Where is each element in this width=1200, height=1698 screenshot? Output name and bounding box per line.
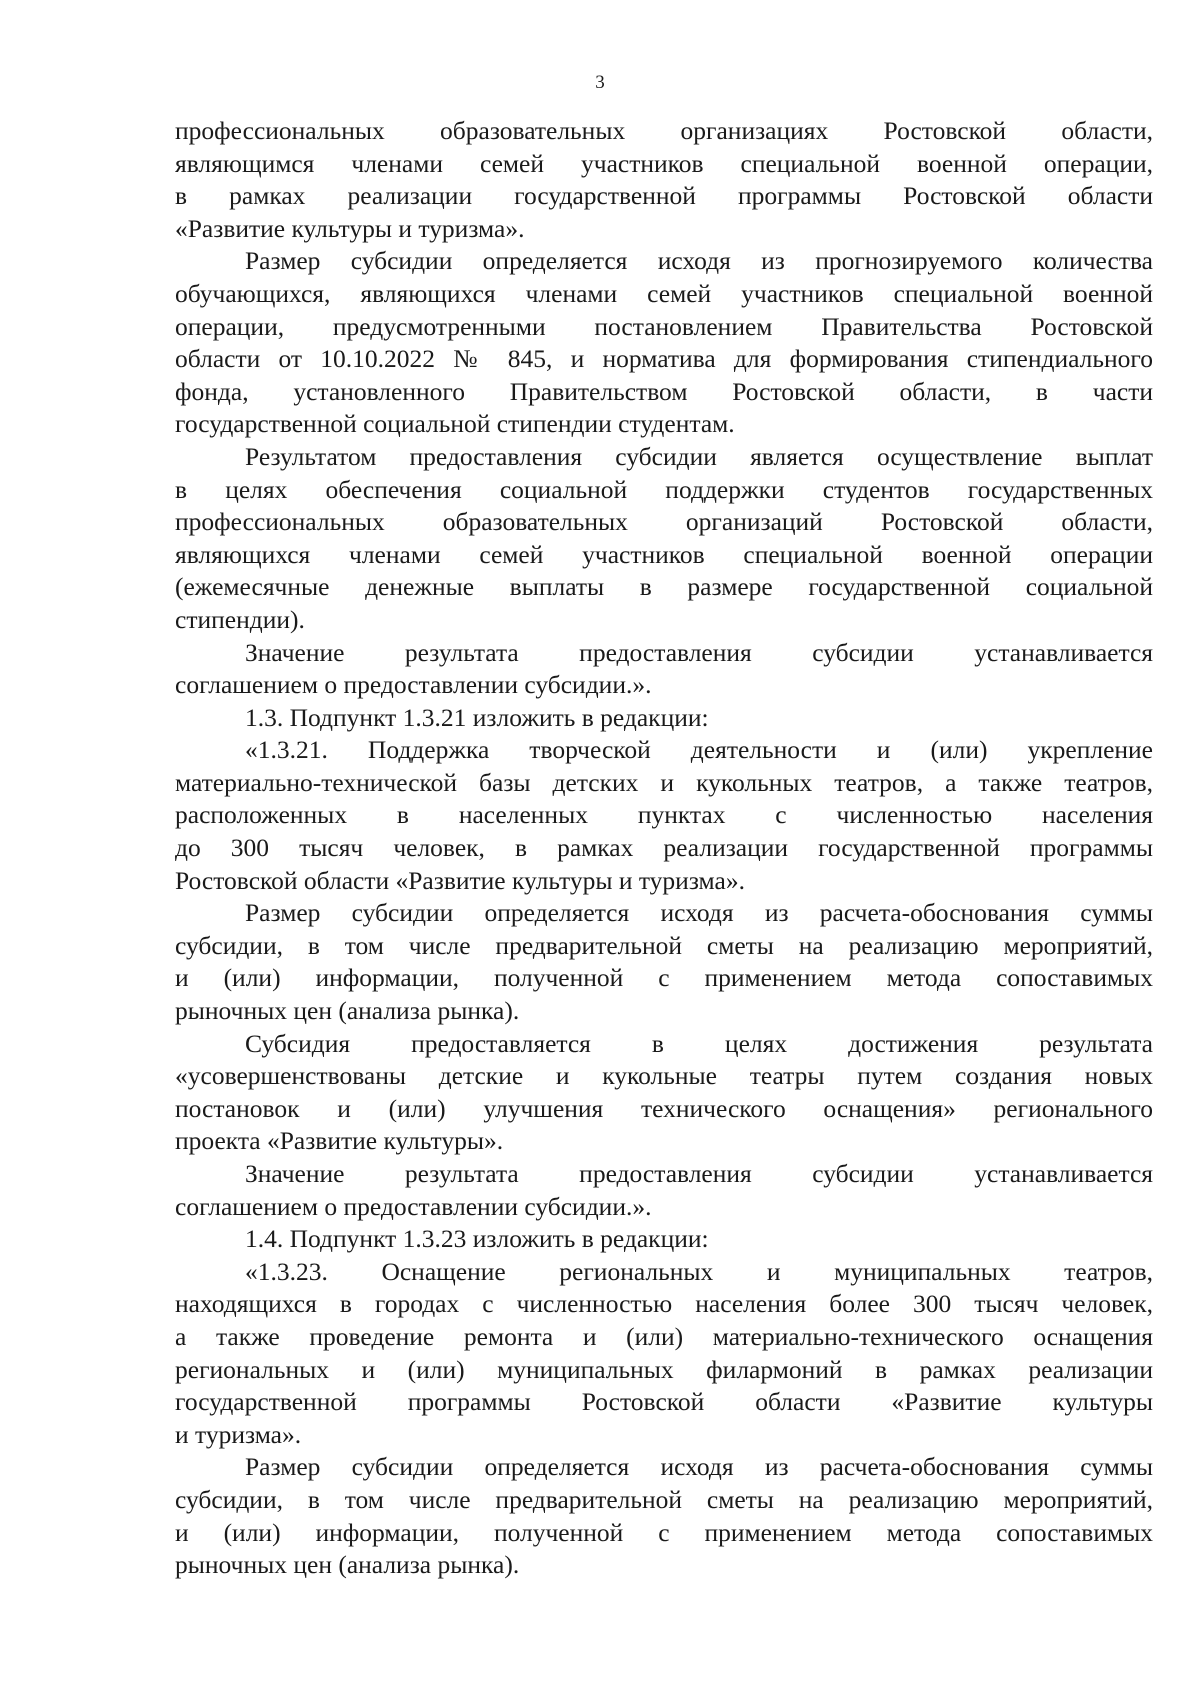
paragraph — [175, 115, 1153, 245]
text-line: и (или) информации, полученной с применением метода сопоставимых — [175, 963, 1153, 993]
text-line: Ростовской области «Развитие культуры и туризма». — [175, 865, 745, 895]
paragraph — [175, 1158, 1153, 1223]
paragraph — [175, 734, 1153, 897]
text-line: Размер субсидии определяется исходя из расчета-обоснования суммы — [245, 898, 1153, 928]
text-line: Значение результата предоставления субсидии устанавливается — [245, 1159, 1153, 1188]
text-line: «усовершенствованы детские и кукольные театры путем создания новых — [175, 1061, 1153, 1091]
text-line: а также проведение ремонта и (или) материально-технического оснащения — [175, 1321, 1153, 1351]
text-line: до 300 тысяч человек, в рамках реализации государственной программы — [175, 833, 1153, 863]
text-line: постановок и (или) улучшения технического оснащения» регионального — [175, 1093, 1153, 1123]
text-line: материально-технической базы детских и кукольных театров, а также театров, — [175, 767, 1153, 797]
text-line: субсидии, в том числе предварительной сметы на реализацию мероприятий, — [175, 1484, 1153, 1514]
text-line: Размер субсидии определяется исходя из прогнозируемого количества — [245, 246, 1153, 276]
text-line: находящихся в городах с численностью населения более 300 тысяч человек, — [175, 1289, 1153, 1319]
text-line: Субсидия предоставляется в целях достижения результата — [245, 1028, 1153, 1058]
paragraph — [175, 897, 1153, 1027]
text-line: операции, предусмотренными постановлением Правительства Ростовской — [175, 311, 1153, 341]
text-line: «1.3.23. Оснащение региональных и муниципальных театров, — [245, 1256, 1153, 1286]
text-line: проекта «Развитие культуры». — [175, 1126, 504, 1156]
text-line: расположенных в населенных пунктах с численностью населения — [175, 800, 1153, 830]
text-line: государственной социальной стипендии студентам. — [175, 409, 735, 439]
text-line: государственной программы Ростовской области «Развитие культуры — [175, 1387, 1153, 1417]
text-line: Размер субсидии определяется исходя из расчета-обоснования суммы — [245, 1452, 1153, 1482]
page-number: 3 — [595, 72, 605, 93]
text-line: соглашением о предоставлении субсидии.». — [175, 670, 652, 700]
paragraph — [175, 441, 1153, 637]
text-line: «1.3.21. Поддержка творческой деятельности и (или) укрепление — [245, 735, 1153, 765]
paragraph — [175, 637, 1153, 702]
document-body — [175, 115, 1153, 1582]
text-line: профессиональных образовательных организаций Ростовской области, — [175, 507, 1153, 537]
text-line: и туризма». — [175, 1419, 302, 1449]
paragraph — [175, 1028, 1153, 1158]
text-line: региональных и (или) муниципальных филармоний в рамках реализации — [175, 1354, 1153, 1384]
text-line: являющихся членами семей участников специальной военной операции — [175, 539, 1153, 569]
text-line: обучающихся, являющихся членами семей участников специальной военной — [175, 278, 1153, 308]
text-line: области от 10.10.2022 № 845, и норматива для формирования стипендиального — [175, 344, 1153, 374]
text-line: в целях обеспечения социальной поддержки студентов государственных — [175, 474, 1153, 504]
text-line: стипендии). — [175, 604, 305, 634]
paragraph — [175, 1223, 1153, 1256]
text-line: и (или) информации, полученной с применением метода сопоставимых — [175, 1517, 1153, 1547]
text-line: 1.3. Подпункт 1.3.21 изложить в редакции: — [245, 702, 709, 732]
text-line: субсидии, в том числе предварительной сметы на реализацию мероприятий, — [175, 930, 1153, 960]
text-line: фонда, установленного Правительством Ростовской области, в части — [175, 376, 1153, 406]
text-line: в рамках реализации государственной программы Ростовской области — [175, 181, 1153, 211]
text-line: профессиональных образовательных организациях Ростовской области, — [175, 116, 1153, 145]
text-line: рыночных цен (анализа рынка). — [175, 996, 520, 1026]
paragraph — [175, 1256, 1153, 1452]
text-line: являющимся членами семей участников специальной военной операции, — [175, 148, 1153, 178]
text-line: 1.4. Подпункт 1.3.23 изложить в редакции: — [245, 1224, 709, 1254]
paragraph — [175, 1451, 1153, 1581]
text-line: (ежемесячные денежные выплаты в размере государственной социальной — [175, 572, 1153, 602]
paragraph — [175, 245, 1153, 441]
text-line: соглашением о предоставлении субсидии.». — [175, 1191, 652, 1221]
text-line: рыночных цен (анализа рынка). — [175, 1550, 520, 1580]
text-line: «Развитие культуры и туризма». — [175, 213, 525, 243]
paragraph — [175, 702, 1153, 735]
text-line: Значение результата предоставления субсидии устанавливается — [245, 637, 1153, 667]
text-line: Результатом предоставления субсидии является осуществление выплат — [245, 441, 1153, 471]
